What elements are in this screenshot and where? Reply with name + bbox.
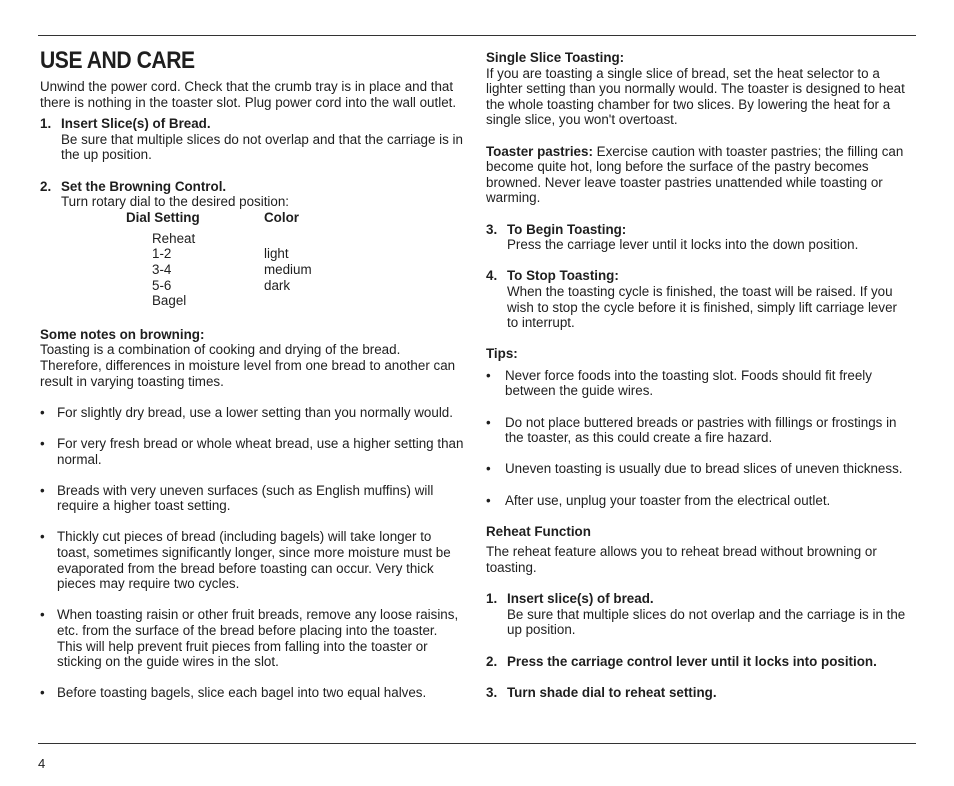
- list-item: • Never force foods into the toasting slot. Foods should fit freely between the guide wires.: [486, 367, 872, 399]
- toaster-pastries-paragraph: Toaster pastries: Exercise caution with toaster pastries; the filling can become quite hot, long before the surface of the pastry becomes browned. Never leave toaster pastries unattended while toasting or warming.: [486, 143, 904, 206]
- dial-row-setting: 3-4: [152, 261, 172, 277]
- step-2-text: Turn rotary dial to the desired position:: [61, 194, 290, 210]
- right-column: [486, 50, 911, 700]
- page-number: 4: [38, 756, 46, 771]
- dial-row-setting: Reheat: [152, 230, 196, 246]
- step-1-heading: 1. Insert Slice(s) of Bread.: [40, 116, 211, 132]
- list-item: • After use, unplug your toaster from the electrical outlet.: [486, 492, 831, 508]
- reheat-step-1-heading: 1. Insert slice(s) of bread.: [486, 591, 654, 607]
- list-item: • For slightly dry bread, use a lower setting than you normally would.: [40, 404, 453, 420]
- list-item: • Uneven toasting is usually due to bread slices of uneven thickness.: [486, 461, 903, 477]
- single-slice-heading: Single Slice Toasting:: [486, 50, 625, 65]
- list-item: • Before toasting bagels, slice each bagel into two equal halves.: [40, 685, 427, 701]
- dial-row-color: medium: [264, 261, 312, 277]
- list-item: • For very fresh bread or whole wheat bread, use a higher setting than normal.: [40, 435, 464, 467]
- reheat-step-3-heading: 3. Turn shade dial to reheat setting.: [486, 684, 717, 700]
- dial-setting-table: [40, 209, 465, 309]
- list-item: • Thickly cut pieces of bread (including bagels) will take longer to toast, sometimes significantly longer, since more moisture must be evaporated from the bread before toasting can occur. Very thick pieces may require two cycles.: [40, 529, 451, 592]
- color-header: Color: [264, 209, 299, 225]
- step-1-text: Be sure that multiple slices do not overlap and that the carriage is in the up position.: [61, 131, 463, 163]
- reheat-step-2-heading: 2. Press the carriage control lever until it locks into position.: [486, 653, 877, 669]
- dial-row-setting: Bagel: [152, 293, 187, 309]
- dial-row-setting: 5-6: [152, 277, 172, 293]
- reheat-step-1-text: Be sure that multiple slices do not overlap and the carriage is in the up position.: [507, 606, 906, 638]
- top-rule: [38, 35, 916, 36]
- browning-notes-text: Toasting is a combination of cooking and drying of the bread. Therefore, differences in moisture level from one bread to another can result in varying toasting times.: [40, 342, 456, 389]
- dial-row-color: dark: [264, 277, 291, 293]
- dial-row-color: light: [264, 246, 289, 262]
- step-4-heading: 4. To Stop Toasting:: [486, 268, 619, 284]
- list-item: • When toasting raisin or other fruit breads, remove any loose raisins, etc. from the surface of the bread before placing into the toaster. This will help prevent fruit pieces from falling into the toaster or sticking on the guide wires in the slot.: [40, 607, 459, 670]
- tips-heading: Tips:: [486, 346, 518, 362]
- bottom-rule: [38, 743, 916, 744]
- step-3-text: Press the carriage lever until it locks into the down position.: [507, 237, 859, 253]
- intro-paragraph: Unwind the power cord. Check that the crumb tray is in place and that there is nothing in the toaster slot. Plug power cord into the wall outlet.: [40, 79, 457, 110]
- dial-row-setting: 1-2: [152, 246, 172, 262]
- step-4-text: When the toasting cycle is finished, the toast will be raised. If you wish to stop the cycle before it is finished, simply lift carriage lever to interrupt.: [507, 283, 897, 331]
- single-slice-text: If you are toasting a single slice of bread, set the heat selector to a lighter setting than you normally would. The toaster is designed to heat the whole toasting chamber for two slices. By lowering the heat for a single slice, you won't overtoast.: [486, 65, 905, 128]
- list-item: • Breads with very uneven surfaces (such as English muffins) will require a higher toast setting.: [40, 482, 434, 514]
- reheat-function-heading: Reheat Function: [486, 523, 591, 539]
- step-2-heading: 2. Set the Browning Control.: [40, 178, 227, 194]
- list-item: • Do not place buttered breads or pastries with fillings or frostings in the toaster, as this could create a fire hazard.: [486, 414, 897, 446]
- step-3-heading: 3. To Begin Toasting:: [486, 221, 627, 237]
- reheat-function-text: The reheat feature allows you to reheat bread without browning or toasting.: [486, 544, 877, 575]
- left-column: [40, 47, 465, 701]
- page-title: USE AND CARE: [40, 47, 195, 74]
- browning-notes-heading: Some notes on browning:: [40, 326, 205, 342]
- dial-setting-header: Dial Setting: [126, 209, 200, 225]
